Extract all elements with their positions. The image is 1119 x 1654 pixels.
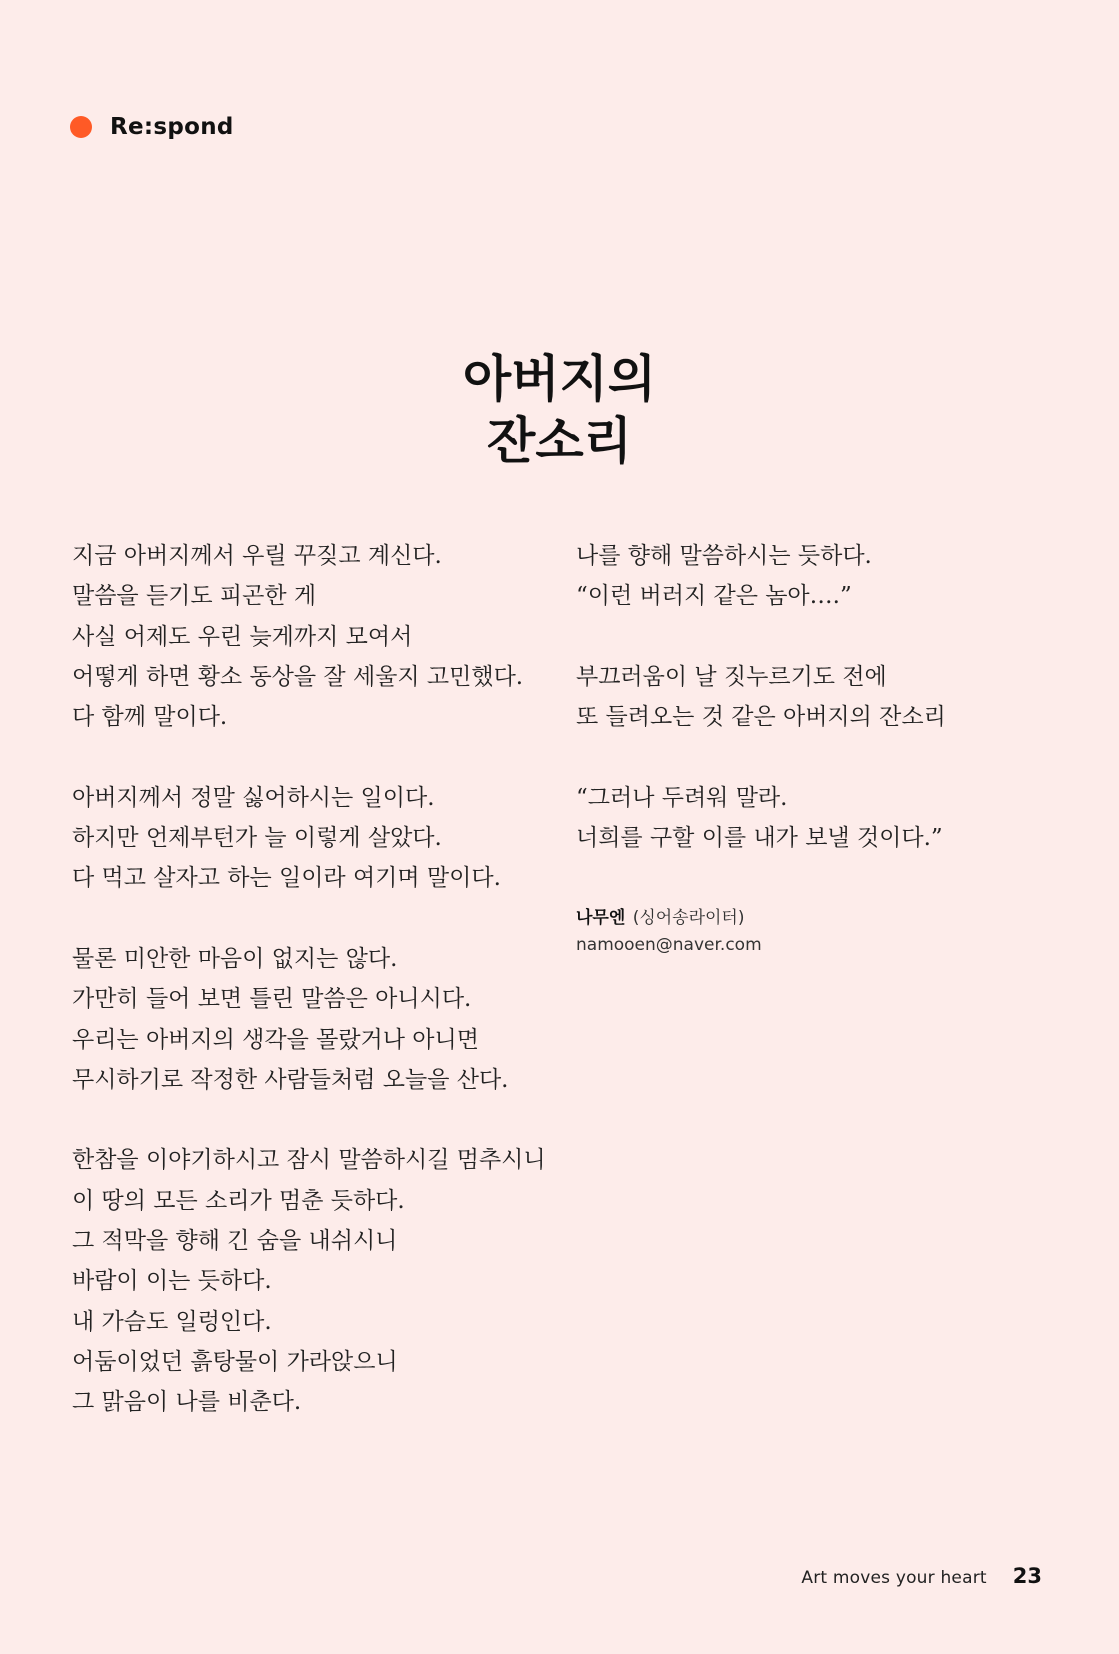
author-line	[576, 905, 762, 932]
poem-line: 이 땅의 모든 소리가 멈춘 듯하다.	[72, 1187, 405, 1214]
author-email: namooen@naver.com	[576, 935, 762, 955]
author-role: (싱어송라이터)	[632, 908, 745, 928]
poem-line: 너희를 구할 이를 내가 보낼 것이다.”	[576, 825, 943, 852]
poem-stanza	[576, 536, 1056, 617]
poem-stanza	[72, 1140, 546, 1422]
poem-line: 그 맑음이 나를 비춘다.	[72, 1389, 302, 1416]
page-footer	[801, 1564, 1042, 1588]
poem-line: 아버지께서 정말 싫어하시는 일이다.	[72, 784, 435, 811]
poem-stanza	[72, 778, 542, 899]
poem-title-line-1: 아버지의	[462, 350, 657, 408]
poem-line: 부끄러움이 날 짓누르기도 전에	[576, 663, 887, 690]
poem-line: 말씀을 듣기도 피곤한 게	[72, 583, 317, 610]
poem-line: 다 먹고 살자고 하는 일이라 여기며 말이다.	[72, 865, 501, 892]
poem-line: 가만히 들어 보면 틀린 말씀은 아니시다.	[72, 986, 472, 1013]
poem-line: “그러나 두려워 말라.	[576, 784, 788, 811]
poem-line: 또 들려오는 것 같은 아버지의 잔소리	[576, 704, 946, 731]
poem-line: 내 가슴도 일렁인다.	[72, 1308, 272, 1335]
author-name: 나무엔	[576, 908, 626, 928]
poem-column-right	[576, 536, 1056, 899]
poem-line: “이런 버러지 같은 놈아….”	[576, 583, 852, 610]
poem-column-left	[72, 536, 546, 1463]
section-tag	[70, 114, 234, 140]
poem-title	[0, 348, 1119, 472]
poem-line: 어떻게 하면 황소 동상을 잘 세울지 고민했다.	[72, 663, 524, 690]
poem-line: 하지만 언제부턴가 늘 이렇게 살았다.	[72, 825, 442, 852]
poem-line: 우리는 아버지의 생각을 몰랐거나 아니면	[72, 1026, 479, 1053]
section-dot-icon	[70, 116, 92, 138]
poem-line: 무시하기로 작정한 사람들처럼 오늘을 산다.	[72, 1066, 509, 1093]
poem-line: 지금 아버지께서 우릴 꾸짖고 계신다.	[72, 543, 442, 569]
poem-stanza	[72, 939, 542, 1100]
poem-line: 나를 향해 말씀하시는 듯하다.	[576, 543, 872, 569]
poem-stanza	[72, 536, 542, 737]
poem-line: 한참을 이야기하시고 잠시 말씀하시길 멈추시니	[72, 1147, 546, 1174]
section-label: Re:spond	[110, 114, 234, 140]
poem-line: 바람이 이는 듯하다.	[72, 1268, 272, 1295]
page-number: 23	[1012, 1564, 1042, 1588]
footer-tagline: Art moves your heart	[801, 1568, 987, 1588]
poem-line: 그 적막을 향해 긴 숨을 내쉬시니	[72, 1228, 398, 1255]
poem-stanza	[576, 778, 1056, 859]
poem-line: 어둠이었던 흙탕물이 가라앉으니	[72, 1348, 398, 1375]
poem-line: 사실 어제도 우린 늦게까지 모여서	[72, 623, 413, 650]
poem-stanza	[576, 657, 1056, 738]
author-credit	[576, 905, 762, 959]
poem-title-line-2: 잔소리	[487, 412, 632, 470]
poem-line: 다 함께 말이다.	[72, 704, 228, 731]
poem-line: 물론 미안한 마음이 없지는 않다.	[72, 945, 398, 972]
